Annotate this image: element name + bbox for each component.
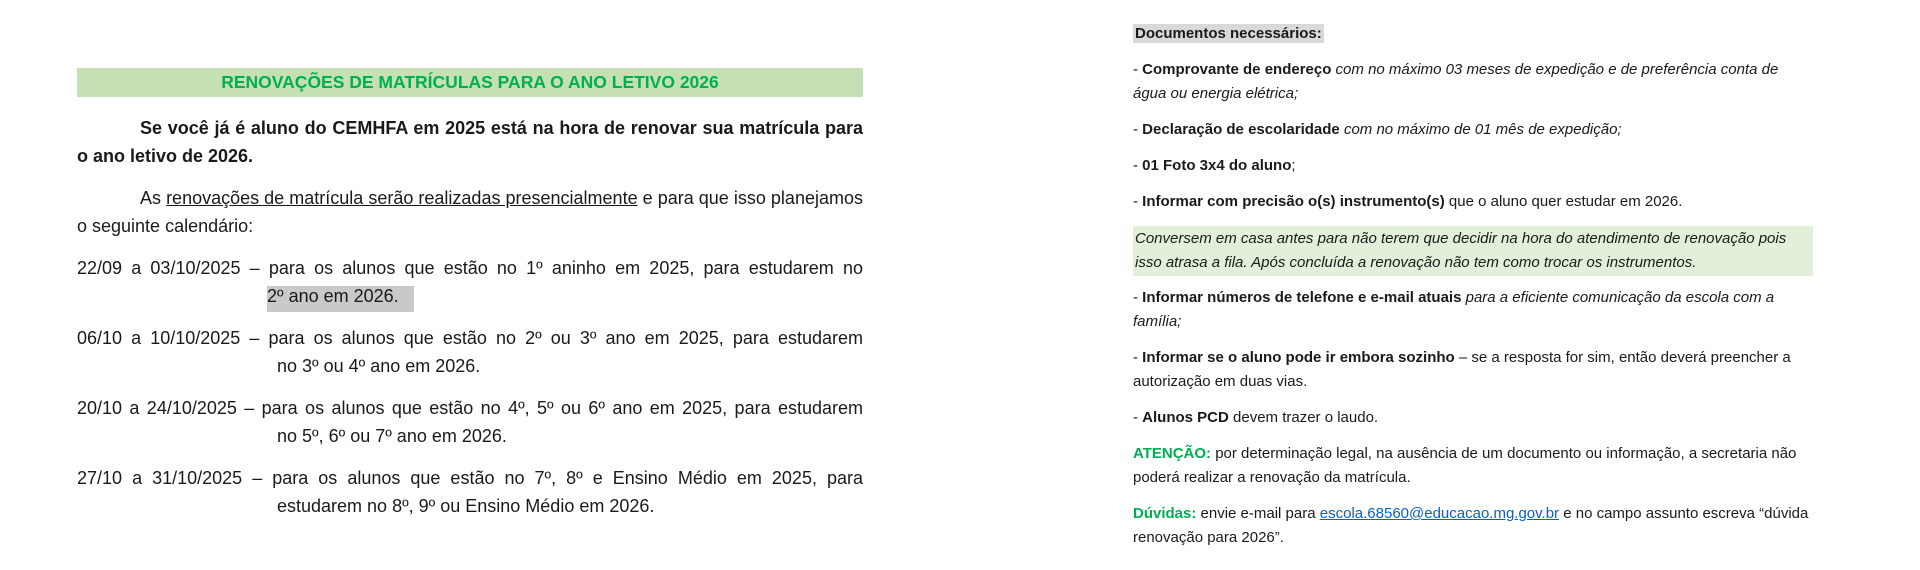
item-plain: ;	[1291, 157, 1296, 174]
doc-item-alone	[1133, 346, 1813, 394]
doubts-label: Dúvidas:	[1133, 505, 1197, 522]
item-prefix: -	[1133, 157, 1143, 174]
calendar-entry-3	[77, 394, 863, 450]
calendar-intro-paragraph	[77, 184, 863, 240]
entry-1-line1: 22/09 a 03/10/2025 – para os alunos que estão no 1º aninho em 2025, para estudarem no	[77, 258, 863, 278]
doc-item-address	[1133, 58, 1813, 106]
attention-label: ATENÇÃO:	[1133, 445, 1212, 462]
entry-1-line2: 2º ano em 2026.	[267, 286, 414, 312]
item-prefix: -	[1133, 349, 1143, 366]
right-column	[1133, 24, 1813, 562]
attention-paragraph	[1133, 442, 1813, 490]
doc-item-photo	[1133, 154, 1813, 178]
doubts-paragraph	[1133, 502, 1813, 550]
item-italic: com no máximo 03 meses de expedição e de preferência conta de água ou energia elétrica;	[1133, 61, 1779, 102]
instrument-note: Conversem em casa antes para não terem que decidir na hora do atendimento de renovação pois isso atrasa a fila. Após concluída a renovação não tem como trocar os instrumentos.	[1133, 226, 1813, 276]
page-title: RENOVAÇÕES DE MATRÍCULAS PARA O ANO LETIVO 2026	[221, 72, 719, 92]
p2-suffix: e para que isso planejamos o seguinte calendário:	[77, 188, 863, 236]
item-bold: Comprovante de endereço	[1142, 61, 1332, 78]
doc-item-schooling	[1133, 118, 1813, 142]
item-bold: 01 Foto 3x4 do aluno	[1142, 157, 1292, 174]
entry-2-line1: 06/10 a 10/10/2025 – para os alunos que estão no 2º ou 3º ano em 2025, para estudarem	[77, 328, 863, 348]
item-prefix: -	[1133, 61, 1143, 78]
email-link[interactable]: escola.68560@educacao.mg.gov.br	[1319, 505, 1560, 522]
title-banner	[77, 68, 863, 97]
attention-text: por determinação legal, na ausência de um documento ou informação, a secretaria não poderá realizar a renovação da matrícula.	[1133, 445, 1797, 486]
calendar-entry-2	[77, 324, 863, 380]
intro-paragraph: Se você já é aluno do CEMHFA em 2025 está na hora de renovar sua matrícula para o ano letivo de 2026.	[77, 118, 863, 166]
item-plain: que o aluno quer estudar em 2026.	[1444, 193, 1683, 210]
entry-3-line2: no 5º, 6º ou 7º ano em 2026.	[277, 426, 507, 446]
left-column	[77, 68, 863, 534]
item-bold: Informar se o aluno pode ir embora sozinho	[1142, 349, 1455, 366]
item-bold: Informar números de telefone e e-mail atuais	[1142, 289, 1462, 306]
item-prefix: -	[1133, 289, 1143, 306]
item-bold: Declaração de escolaridade	[1142, 121, 1340, 138]
item-plain: devem trazer o laudo.	[1228, 409, 1379, 426]
doc-item-pcd	[1133, 406, 1813, 430]
entry-3-line1: 20/10 a 24/10/2025 – para os alunos que estão no 4º, 5º ou 6º ano em 2025, para estudarem	[77, 398, 863, 418]
item-italic: com no máximo de 01 mês de expedição;	[1339, 121, 1622, 138]
entry-2-line2: no 3º ou 4º ano em 2026.	[277, 356, 481, 376]
item-bold: Informar com precisão o(s) instrumento(s)	[1142, 193, 1445, 210]
calendar-entry-4	[77, 464, 863, 520]
item-prefix: -	[1133, 193, 1143, 210]
doubts-suffix: e no campo assunto escreva “dúvida renovação para 2026”.	[1133, 505, 1809, 546]
doc-item-instrument	[1133, 190, 1813, 214]
item-bold: Alunos PCD	[1142, 409, 1229, 426]
item-prefix: -	[1133, 409, 1143, 426]
doc-item-contact	[1133, 286, 1813, 334]
doubts-prefix: envie e-mail para	[1196, 505, 1320, 522]
entry-4-line1: 27/10 a 31/10/2025 – para os alunos que estão no 7º, 8º e Ensino Médio em 2025, para	[77, 468, 863, 488]
calendar-entry-1	[77, 254, 863, 310]
item-prefix: -	[1133, 121, 1143, 138]
entry-4-line2: estudarem no 8º, 9º ou Ensino Médio em 2026.	[277, 496, 655, 516]
documents-heading: Documentos necessários:	[1135, 25, 1322, 42]
p2-prefix: As	[140, 188, 167, 208]
presential-note: renovações de matrícula serão realizadas presencialmente	[166, 188, 638, 208]
item-italic: para a eficiente comunicação da escola com a família;	[1133, 289, 1775, 330]
item-plain: – se a resposta for sim, então deverá preencher a autorização em duas vias.	[1133, 349, 1791, 390]
